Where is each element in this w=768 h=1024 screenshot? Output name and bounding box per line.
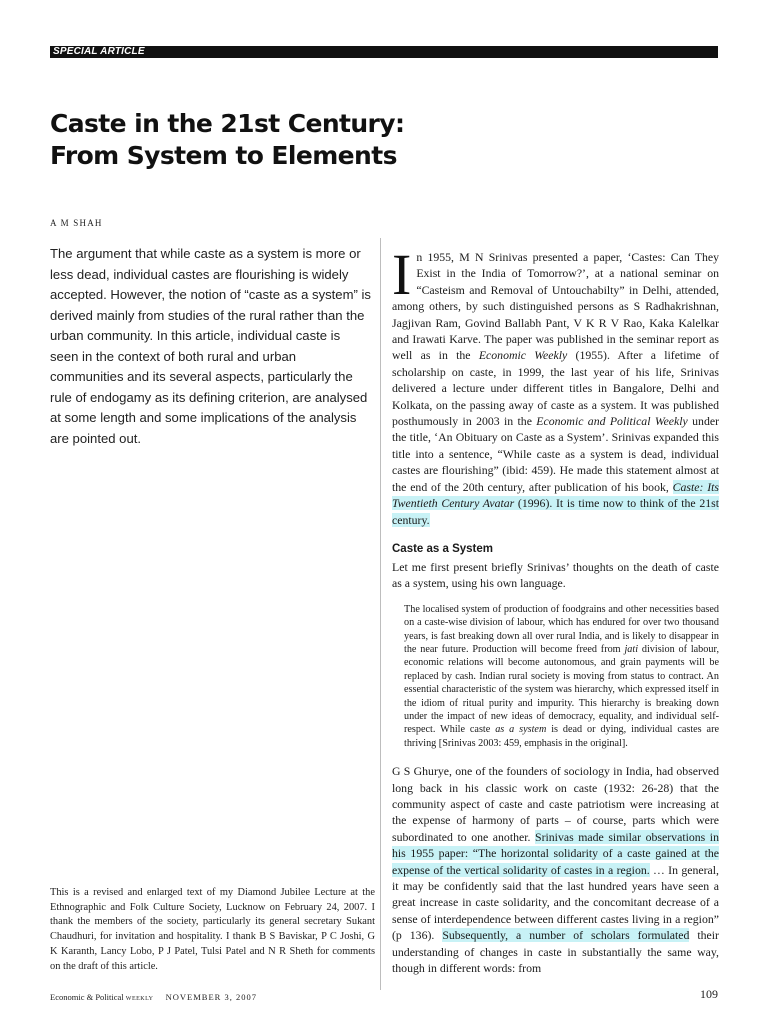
section-label: SPECIAL ARTICLE xyxy=(50,46,718,58)
title-line-1: Caste in the 21st Century: xyxy=(50,109,405,138)
footnote: This is a revised and enlarged text of my Diamond Jubilee Lecture at the Ethnographic and Folk Culture Society, Lucknow on February 24, 2007. I thank the members of the society, particularly its general secretary Sukant Chaudhuri, for invitation and hospitality. I thank B S Baviskar, P C Joshi, G K Karanth, Lancy Lobo, P J Patel, Tulsi Patel and N R Sheth for comments on the draft of this article. xyxy=(50,887,375,972)
abstract: The argument that while caste as a system is more or less dead, individual castes are flourishing is widely accepted. However, the notion of “caste as a system” is derived mainly from studies of the rural rather than the urban community. In this article, individual caste is seen in the context of both rural and urban communities and its several aspects, particularly the rule of endogamy as its defining criterion, are analysed at some length and some implications of the analysis are pointed out. xyxy=(50,246,371,446)
highlight: Subsequently, a number of scholars formulated xyxy=(442,928,690,943)
article-title xyxy=(50,108,690,172)
author-name: A M SHAH xyxy=(50,218,103,228)
paragraph-3: G S Ghurye, one of the founders of sociology in India, had observed long back in his classic work on caste (1932: 26-28) that the community aspect of caste and caste patriotism were increasing at the expense of harmony of parts – of course, parts which were subordinated to one another. Srinivas made similar observations in his 1955 paper: “The horizontal solidarity of a caste gained at the expense of the vertical solidarity of castes in a region. … In general, it may be confidently said that the last hundred years have seen a great increase in caste solidarity, and the concomitant decrease of a sense of interdependence between different castes living in a region” (p 136). Subsequently, a number of scholars formulated their understanding of changes in caste in substantially the same way, though in different words: from xyxy=(392,764,719,976)
journal-footer xyxy=(50,992,257,1002)
journal-weekly: weekly xyxy=(125,992,154,1002)
column-rule xyxy=(380,238,381,990)
block-quote: The localised system of production of foodgrains and other necessities based on a caste-wise division of labour, which has endured for over two thousand years, is fast breaking down all over rural India, and is likely to disappear in the near future. Production will become freed from jati division of labour, economic relations will become autonomous, and grain payments will be replaced by cash. Indian rural society is moving from status to contract. An essential characteristic of the system was hierarchy, which expressed itself in the idiom of ritual purity and impurity. This hierarchy is breaking down under the impact of new ideas of democracy, equality, and individual self-respect. While caste as a system is dead or dying, individual castes are thriving [Srinivas 2003: 459, emphasis in the original]. xyxy=(404,603,719,749)
page-number: 109 xyxy=(700,987,718,1001)
body-column xyxy=(392,242,720,976)
journal-name: Economic & Political xyxy=(50,992,124,1002)
highlight: Caste: Its Twentieth Century Avatar (1996). It is time now to think of the 21st century. xyxy=(392,479,720,527)
drop-cap: I xyxy=(392,242,412,307)
paragraph-1: In 1955, M N Srinivas presented a paper, ‘Castes: Can They Exist in the India of Tomorrow?’, at a national seminar on “Casteism and Removal of Untouchabilty” in Delhi, attended, among others, by such distinguished persons as S Radhakrishnan, Jagjivan Ram, Govind Ballabh Pant, V K R V Rao, Kaka Kalelkar and Irawati Karve. The paper was published in the seminar report as well as in the Economic Weekly (1955). After a lifetime of scholarship on caste, in 1999, the last year of his life, Srinivas delivered a lecture under different titles in Bangalore, Delhi and Kolkata, on the passing away of caste as a system. It was published posthumously in 2003 in the Economic and Political Weekly under the title, ‘An Obituary on Caste as a System’. Srinivas expanded this title into a sentence, “While caste as a system is dead, individual castes are flourishing” (ibid: 459). He made this statement almost at the end of the 20th century, after publication of his book, Caste: Its Twentieth Century Avatar (1996). It is time now to think of the 21st century. xyxy=(392,242,720,527)
issue-date: NOVEMBER 3, 2007 xyxy=(165,992,257,1002)
highlight: Srinivas made similar observations in his 1955 paper: “The horizontal solidarity of a caste gained at the expense of the vertical solidarity of castes in a region. xyxy=(392,829,719,877)
section-heading: Caste as a System xyxy=(392,542,494,555)
title-line-2: From System to Elements xyxy=(50,141,397,170)
paragraph-2: Let me first present briefly Srinivas’ thoughts on the death of caste as a system, using his own language. xyxy=(392,559,719,591)
